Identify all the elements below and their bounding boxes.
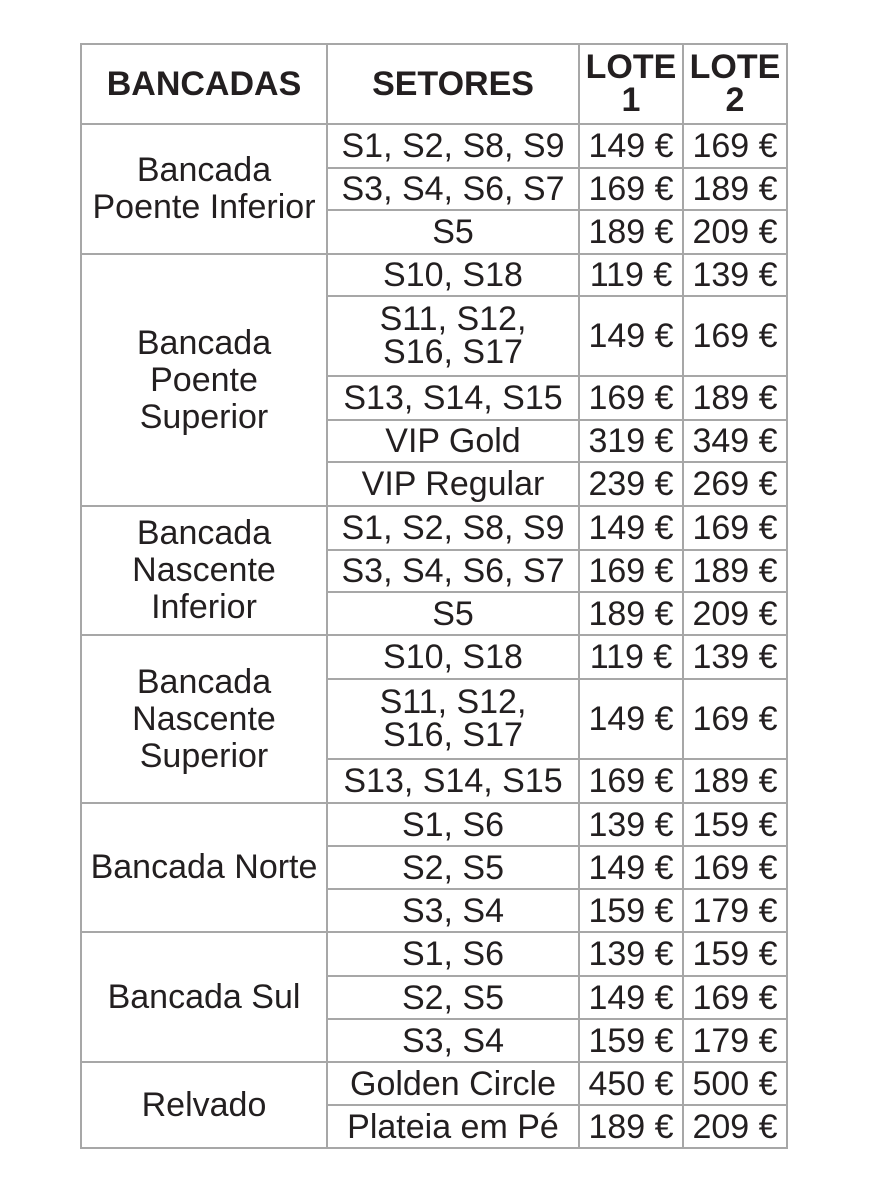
sector-cell: S3, S4, S6, S7 [327,550,579,592]
lote-1-price: 149 € [579,124,683,168]
lote-1-price: 159 € [579,1019,683,1062]
sector-cell: Golden Circle [327,1062,579,1105]
sector-cell: S1, S6 [327,932,579,976]
sector-cell: VIP Regular [327,462,579,506]
lote-1-price: 149 € [579,679,683,759]
sector-cell: S2, S5 [327,976,579,1019]
lote-2-price: 179 € [683,1019,787,1062]
header-bancadas: BANCADAS [81,44,327,124]
sector-cell: S11, S12, S16, S17 [327,679,579,759]
lote-1-price: 159 € [579,889,683,932]
lote-2-price: 500 € [683,1062,787,1105]
lote-2-price: 139 € [683,254,787,296]
sector-cell: S10, S18 [327,254,579,296]
bancada-cell: Relvado [81,1062,327,1148]
sector-cell: S3, S4 [327,1019,579,1062]
table-row [81,124,787,168]
lote-2-price: 169 € [683,976,787,1019]
sector-cell: S1, S2, S8, S9 [327,124,579,168]
sector-cell: S11, S12, S16, S17 [327,296,579,376]
lote-1-price: 149 € [579,846,683,889]
table-row [81,932,787,976]
lote-1-price: 239 € [579,462,683,506]
bancada-cell: Bancada Nascente Inferior [81,506,327,635]
bancada-cell: Bancada Nascente Superior [81,635,327,803]
bancada-cell: Bancada Poente Inferior [81,124,327,254]
header-setores: SETORES [327,44,579,124]
sector-cell: S5 [327,210,579,254]
sector-cell: Plateia em Pé [327,1105,579,1148]
sector-cell: S3, S4, S6, S7 [327,168,579,210]
header-row [81,44,787,124]
lote-1-price: 189 € [579,210,683,254]
lote-2-price: 179 € [683,889,787,932]
lote-1-price: 169 € [579,168,683,210]
lote-2-price: 349 € [683,420,787,462]
sector-cell: S5 [327,592,579,635]
lote-1-price: 189 € [579,1105,683,1148]
lote-1-price: 149 € [579,976,683,1019]
lote-2-price: 269 € [683,462,787,506]
lote-1-price: 149 € [579,296,683,376]
price-table [80,43,788,1149]
lote-1-price: 450 € [579,1062,683,1105]
sector-cell: S1, S6 [327,803,579,846]
lote-2-price: 159 € [683,932,787,976]
lote-2-price: 159 € [683,803,787,846]
lote-1-price: 319 € [579,420,683,462]
lote-1-price: 189 € [579,592,683,635]
table-row [81,506,787,550]
lote-2-price: 189 € [683,376,787,420]
lote-1-price: 139 € [579,932,683,976]
sector-cell: S1, S2, S8, S9 [327,506,579,550]
lote-2-price: 169 € [683,124,787,168]
lote-1-price: 169 € [579,550,683,592]
lote-2-price: 169 € [683,506,787,550]
sector-cell: S3, S4 [327,889,579,932]
sector-cell: S13, S14, S15 [327,759,579,803]
lote-2-price: 189 € [683,759,787,803]
lote-1-price: 169 € [579,376,683,420]
bancada-cell: Bancada Sul [81,932,327,1062]
lote-1-price: 139 € [579,803,683,846]
lote-2-price: 209 € [683,1105,787,1148]
table-body [81,124,787,1148]
header-lote-1: LOTE 1 [579,44,683,124]
table-row [81,254,787,296]
header-lote-2: LOTE 2 [683,44,787,124]
bancada-cell: Bancada Norte [81,803,327,932]
lote-2-price: 139 € [683,635,787,679]
lote-2-price: 209 € [683,592,787,635]
lote-2-price: 189 € [683,550,787,592]
lote-1-price: 149 € [579,506,683,550]
bancada-cell: Bancada Poente Superior [81,254,327,506]
lote-2-price: 169 € [683,846,787,889]
lote-2-price: 189 € [683,168,787,210]
lote-1-price: 119 € [579,254,683,296]
lote-2-price: 169 € [683,296,787,376]
sector-cell: S13, S14, S15 [327,376,579,420]
sector-cell: S2, S5 [327,846,579,889]
lote-1-price: 169 € [579,759,683,803]
sector-cell: VIP Gold [327,420,579,462]
table-row [81,1062,787,1105]
table-row [81,803,787,846]
table-row [81,635,787,679]
lote-2-price: 209 € [683,210,787,254]
lote-1-price: 119 € [579,635,683,679]
lote-2-price: 169 € [683,679,787,759]
sector-cell: S10, S18 [327,635,579,679]
